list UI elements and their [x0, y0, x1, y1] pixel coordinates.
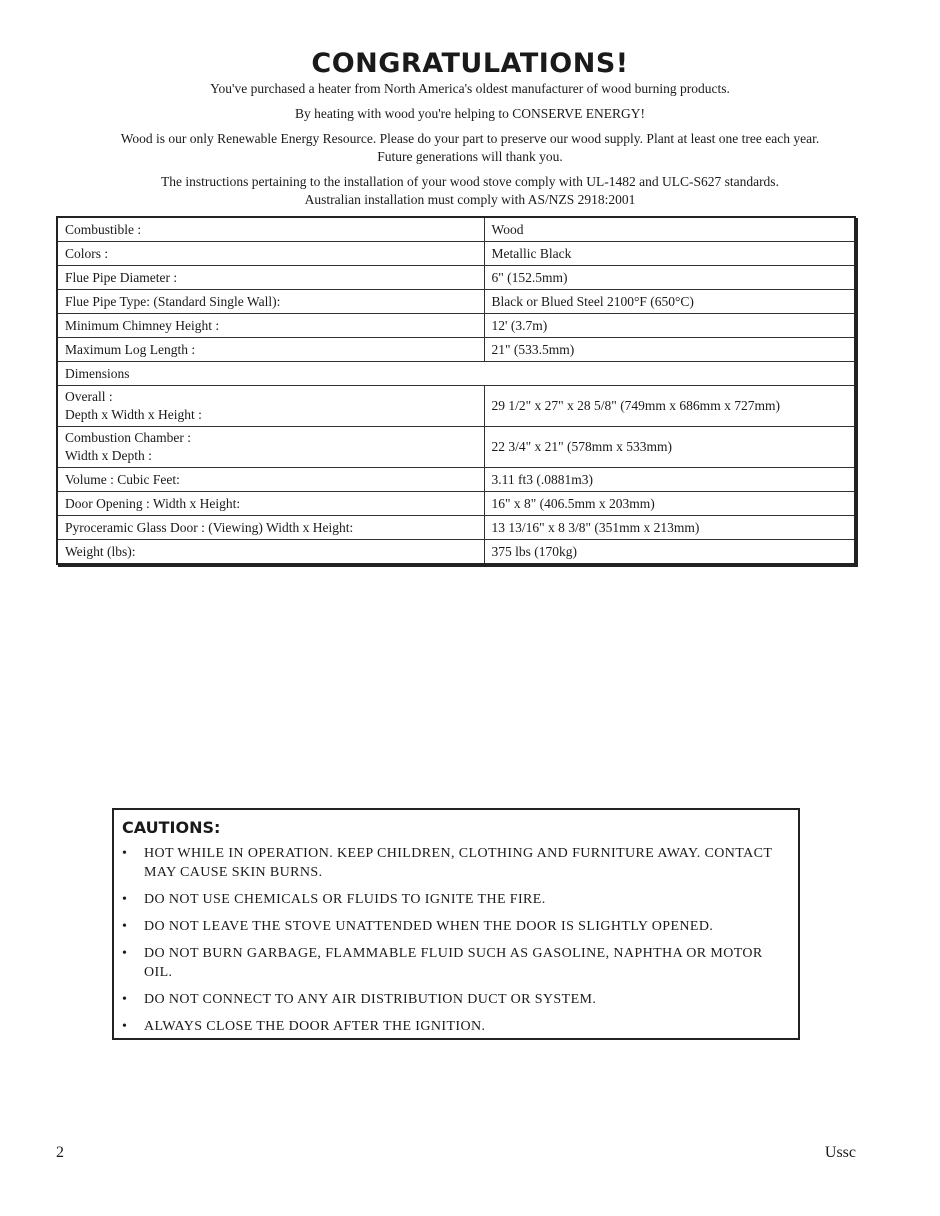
cautions-box — [112, 808, 800, 1040]
cautions-list — [122, 844, 794, 1044]
footer-brand: Ussc — [824, 1144, 856, 1161]
table-row — [57, 427, 855, 468]
table-row — [57, 540, 855, 565]
table-row — [57, 217, 855, 242]
spec-label: Door Opening : Width x Height: — [57, 492, 484, 516]
spec-value: 22 3/4" x 21" (578mm x 533mm) — [484, 427, 855, 468]
table-row — [57, 314, 855, 338]
caution-item: • DO NOT CONNECT TO ANY AIR DISTRIBUTION DUCT OR SYSTEM. — [122, 990, 794, 1009]
intro-line: You've purchased a heater from North America's oldest manufacturer of wood burning products. — [210, 81, 730, 96]
dimensions-heading: Dimensions — [57, 362, 855, 386]
spec-label: Maximum Log Length : — [57, 338, 484, 362]
caution-item: • DO NOT LEAVE THE STOVE UNATTENDED WHEN THE DOOR IS SLIGHTLY OPENED. — [122, 917, 794, 936]
intro-line: Future generations will thank you. — [377, 149, 563, 164]
intro-line: The instructions pertaining to the installation of your wood stove comply with UL-1482 and ULC-S627 standards. — [161, 174, 779, 189]
caution-item: • DO NOT BURN GARBAGE, FLAMMABLE FLUID SUCH AS GASOLINE, NAPHTHA OR MOTOR OIL. — [122, 944, 794, 982]
intro-line: Australian installation must comply with AS/NZS 2918:2001 — [304, 192, 636, 207]
table-row — [57, 338, 855, 362]
spec-label: Volume : Cubic Feet: — [57, 468, 484, 492]
spec-label: Pyroceramic Glass Door : (Viewing) Width x Height: — [57, 516, 484, 540]
spec-value: 375 lbs (170kg) — [484, 540, 855, 565]
caution-item: • DO NOT USE CHEMICALS OR FLUIDS TO IGNITE THE FIRE. — [122, 890, 794, 909]
table-row — [57, 386, 855, 427]
cautions-title: CAUTIONS: — [122, 818, 221, 837]
specifications-table — [56, 216, 856, 565]
table-row — [57, 362, 855, 386]
spec-value: 13 13/16" x 8 3/8" (351mm x 213mm) — [484, 516, 855, 540]
page-number: 2 — [56, 1144, 64, 1161]
chamber-label-line: Combustion Chamber : — [65, 430, 191, 445]
spec-label: Colors : — [57, 242, 484, 266]
spec-value: 21" (533.5mm) — [484, 338, 855, 362]
spec-value: 29 1/2" x 27" x 28 5/8" (749mm x 686mm x 727mm) — [484, 386, 855, 427]
page-title: CONGRATULATIONS! — [311, 48, 629, 79]
spec-value: Black or Blued Steel 2100°F (650°C) — [484, 290, 855, 314]
intro-line: By heating with wood you're helping to CONSERVE ENERGY! — [294, 106, 646, 121]
spec-label — [57, 386, 484, 427]
intro-text — [40, 80, 900, 216]
overall-label-line: Depth x Width x Height : — [65, 407, 202, 422]
table-row — [57, 516, 855, 540]
caution-item: • ALWAYS CLOSE THE DOOR AFTER THE IGNITION. — [122, 1017, 794, 1036]
spec-label: Combustible : — [57, 217, 484, 242]
caution-item: • HOT WHILE IN OPERATION. KEEP CHILDREN, CLOTHING AND FURNITURE AWAY. CONTACT MAY CAUSE SKIN BURNS. — [122, 844, 794, 882]
chamber-label-line: Width x Depth : — [65, 448, 152, 463]
intro-line: Wood is our only Renewable Energy Resource. Please do your part to preserve our wood supply. Plant at least one tree each year. — [120, 131, 820, 146]
spec-value: 12' (3.7m) — [484, 314, 855, 338]
spec-value: 3.11 ft3 (.0881m3) — [484, 468, 855, 492]
table-row — [57, 492, 855, 516]
spec-value: Metallic Black — [484, 242, 855, 266]
spec-value: Wood — [484, 217, 855, 242]
spec-value: 16" x 8" (406.5mm x 203mm) — [484, 492, 855, 516]
table-row — [57, 266, 855, 290]
spec-label: Flue Pipe Type: (Standard Single Wall): — [57, 290, 484, 314]
overall-label-line: Overall : — [65, 389, 113, 404]
spec-label: Weight (lbs): — [57, 540, 484, 565]
table-row — [57, 290, 855, 314]
spec-value: 6" (152.5mm) — [484, 266, 855, 290]
table-row — [57, 468, 855, 492]
table-row — [57, 242, 855, 266]
spec-label: Flue Pipe Diameter : — [57, 266, 484, 290]
spec-label: Minimum Chimney Height : — [57, 314, 484, 338]
spec-label — [57, 427, 484, 468]
